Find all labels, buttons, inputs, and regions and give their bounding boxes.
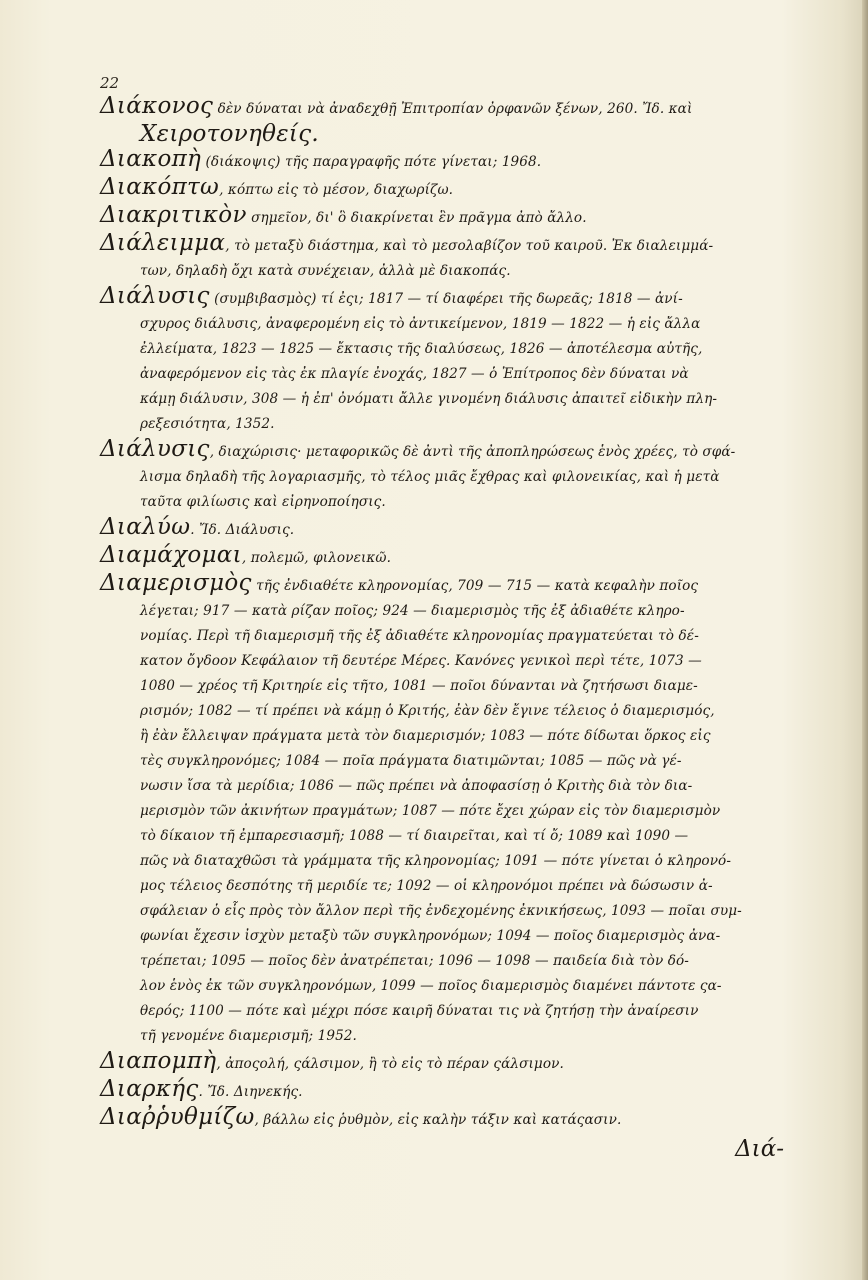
entry-first-line <box>100 1077 786 1105</box>
index-entry <box>100 437 786 515</box>
entry-text: δὲν δύναται νὰ ἀναδεχθῇ Ἐπιτροπίαν ὀρφανῶν ξένων, 260. Ἴδ. καὶ <box>213 101 693 117</box>
entry-continuation-line: ρεξεσιότητα, 1352. <box>140 416 275 432</box>
index-entry <box>100 203 786 231</box>
index-entry <box>100 231 786 284</box>
catchword: Διά- <box>735 1136 784 1162</box>
entry-text: (συμβιβασμὸς) τί ἐςι; 1817 — τί διαφέρει τῆς δωρεᾶς; 1818 — ἀνί- <box>209 291 683 307</box>
entry-continuation-line: σχυρος διάλυσις, ἀναφερομένη εἰς τὸ ἀντικείμενον, 1819 — 1822 — ἡ εἰς ἄλλα <box>140 316 701 332</box>
entry-continuation-line: 1080 — χρέος τῆ Κριτηρίε εἰς τῆτο, 1081 — ποῖοι δύνανται νὰ ζητήσωσι διαμε- <box>140 678 698 694</box>
entry-continuation-line: των, δηλαδὴ ὄχι κατὰ συνέχειαν, ἀλλὰ μὲ διακοπάς. <box>140 263 511 279</box>
index-entry <box>100 571 786 1049</box>
entry-continuation-line: τὸ δίκαιον τῆ ἐμπαρεσιασμῆ; 1088 — τί διαιρεῖται, καὶ τί ὄ; 1089 καὶ 1090 — <box>140 828 689 844</box>
index-entry <box>100 1049 786 1077</box>
entry-text: , βάλλω εἰς ῥυθμὸν, εἰς καλὴν τάξιν καὶ κατάςασιν. <box>254 1112 622 1128</box>
index-entry <box>100 284 786 437</box>
entry-headword: Διαπομπὴ <box>100 1048 217 1074</box>
entry-first-line <box>100 175 786 203</box>
entry-continuation-line: λισμα δηλαδὴ τῆς λογαριασμῆς, τὸ τέλος μιᾶς ἔχθρας καὶ φιλονεικίας, καὶ ἡ μετὰ <box>140 469 720 485</box>
entry-continuation-line: ἐλλείματα, 1823 — 1825 — ἔκτασις τῆς διαλύσεως, 1826 — ἀποτέλεσμα αὐτῆς, <box>140 341 703 357</box>
index-entry <box>100 1105 786 1133</box>
index-entry <box>100 543 786 571</box>
entry-continuation-line: κάμῃ διάλυσιν, 308 — ἡ ἐπ' ὀνόματι ἄλλε γινομένη διάλυσις ἀπαιτεῖ εἰδικὴν πλη- <box>140 391 718 407</box>
entry-text: . Ἴδ. Διάλυσις. <box>190 522 295 538</box>
entry-continuation-line: νομίας. Περὶ τῆ διαμερισμῆ τῆς ἐξ ἀδιαθέτε κληρονομίας πραγματεύεται τὸ δέ- <box>140 628 699 644</box>
entry-first-line <box>100 571 786 599</box>
entry-first-line <box>100 231 786 259</box>
entry-first-line <box>100 147 786 175</box>
entry-first-line <box>100 1049 786 1077</box>
entry-headword: Διάλυσις <box>100 283 210 309</box>
entry-text: , πολεμῶ, φιλονεικῶ. <box>241 550 392 566</box>
entry-headword: Διάκονος <box>100 93 214 119</box>
page-number: 22 <box>100 74 120 92</box>
entry-continuation-line: τὲς συγκληρονόμες; 1084 — ποῖα πράγματα διατιμῶνται; 1085 — πῶς νὰ γέ- <box>140 753 682 769</box>
entry-continuation-line: μερισμὸν τῶν ἀκινήτων πραγμάτων; 1087 — πότε ἔχει χώραν εἰς τὸν διαμερισμὸν <box>140 803 721 819</box>
entry-first-line <box>100 203 786 231</box>
entry-text: (διάκοψις) τῆς παραγραφῆς πότε γίνεται; 1968. <box>201 154 542 170</box>
entry-text: , διαχώρισις· μεταφορικῶς δὲ ἀντὶ τῆς ἀποπληρώσεως ἑνὸς χρέες, τὸ σφά- <box>209 444 736 460</box>
entry-headword: Διαμερισμὸς <box>100 570 252 596</box>
entry-continuation-line: Χειροτονηθείς. <box>140 121 320 147</box>
entry-continuation-line: λον ἑνὸς ἐκ τῶν συγκληρονόμων, 1099 — ποῖος διαμερισμὸς διαμένει πάντοτε ςα- <box>140 978 722 994</box>
entry-headword: Διαλύω <box>100 514 191 540</box>
entry-text: , τὸ μεταξὺ διάστημα, καὶ τὸ μεσολαβίζον τοῦ καιροῦ. Ἐκ διαλειμμά- <box>225 238 714 254</box>
entry-text: σημεῖον, δι' ὃ διακρίνεται ἓν πρᾶγμα ἀπὸ ἄλλο. <box>246 210 587 226</box>
entry-continuation-line: ρισμόν; 1082 — τί πρέπει νὰ κάμῃ ὁ Κριτής, ἐὰν δὲν ἔγινε τέλειος ὁ διαμερισμός, <box>140 703 715 719</box>
entry-first-line <box>100 437 786 465</box>
index-entry <box>100 94 786 147</box>
entry-headword: Διάλειμμα <box>100 230 226 256</box>
entry-first-line <box>100 284 786 312</box>
entry-headword: Διαρκής <box>100 1076 199 1102</box>
entry-first-line <box>100 515 786 543</box>
entry-headword: Διάλυσις <box>100 436 210 462</box>
index-entry <box>100 147 786 175</box>
entry-continuation-line: τῆ γενομένε διαμερισμῆ; 1952. <box>140 1028 357 1044</box>
entry-continuation-line: ἢ ἐὰν ἔλλειψαν πράγματα μετὰ τὸν διαμερισμόν; 1083 — πότε δίδωται ὅρκος εἰς <box>140 728 711 744</box>
entry-continuation-line: ἀναφερόμενον εἰς τὰς ἐκ πλαγίε ἐνοχάς, 1827 — ὁ Ἐπίτροπος δὲν δύναται νὰ <box>140 366 689 382</box>
entry-continuation-line: πῶς νὰ διαταχθῶσι τὰ γράμματα τῆς κληρονομίας; 1091 — πότε γίνεται ὁ κληρονό- <box>140 853 732 869</box>
page-edge <box>862 0 868 1280</box>
entry-text: , ἀποςολή, ςάλσιμον, ἢ τὸ εἰς τὸ πέραν ςάλσιμον. <box>216 1056 564 1072</box>
index-entries <box>100 94 786 1163</box>
entry-continuation-line: μος τέλειος δεσπότης τῆ μεριδίε τε; 1092 — οἱ κληρονόμοι πρέπει νὰ δώσωσιν ἀ- <box>140 878 713 894</box>
entry-text: τῆς ἐνδιαθέτε κληρονομίας, 709 — 715 — κατὰ κεφαλὴν ποῖος <box>251 578 699 594</box>
entry-continuation-line: σφάλειαν ὁ εἷς πρὸς τὸν ἄλλον περὶ τῆς ἐνδεχομένης ἐκνικήσεως, 1093 — ποῖαι συμ- <box>140 903 742 919</box>
entry-headword: Διαῤῥυθμίζω <box>100 1104 255 1130</box>
entry-continuation-line: θερός; 1100 — πότε καὶ μέχρι πόσε καιρῆ δύναται τις νὰ ζητήσῃ τὴν ἀναίρεσιν <box>140 1003 699 1019</box>
entry-first-line <box>100 543 786 571</box>
entry-continuation-line: φωνίαι ἔχεσιν ἰσχὺν μεταξὺ τῶν συγκληρονόμων; 1094 — ποῖος διαμερισμὸς ἀνα- <box>140 928 721 944</box>
entry-first-line <box>100 94 786 122</box>
index-entry <box>100 175 786 203</box>
entry-continuation-line: κατον ὄγδοον Κεφάλαιον τῆ δευτέρε Μέρες. Κανόνες γενικοὶ περὶ τέτε, 1073 — <box>140 653 702 669</box>
entry-text: , κόπτω εἰς τὸ μέσον, διαχωρίζω. <box>219 182 454 198</box>
entry-continuation-line: ταῦτα φιλίωσις καὶ εἰρηνοποίησις. <box>140 494 386 510</box>
entry-headword: Διακόπτω <box>100 174 220 200</box>
entry-text: . Ἴδ. Διηνεκής. <box>198 1084 303 1100</box>
entry-continuation-line: τρέπεται; 1095 — ποῖος δὲν ἀνατρέπεται; 1096 — 1098 — παιδεία διὰ τὸν δό- <box>140 953 689 969</box>
entry-headword: Διακοπὴ <box>100 146 202 172</box>
index-entry <box>100 515 786 543</box>
entry-headword: Διαμάχομαι <box>100 542 242 568</box>
entry-first-line <box>100 1105 786 1133</box>
entry-continuation-line: λέγεται; 917 — κατὰ ρίζαν ποῖος; 924 — διαμερισμὸς τῆς ἐξ ἀδιαθέτε κληρο- <box>140 603 685 619</box>
index-entry <box>100 1077 786 1105</box>
entry-headword: Διακριτικὸν <box>100 202 247 228</box>
entry-continuation-line: νωσιν ἴσα τὰ μερίδια; 1086 — πῶς πρέπει νὰ ἀποφασίσῃ ὁ Κριτὴς διὰ τὸν δια- <box>140 778 693 794</box>
